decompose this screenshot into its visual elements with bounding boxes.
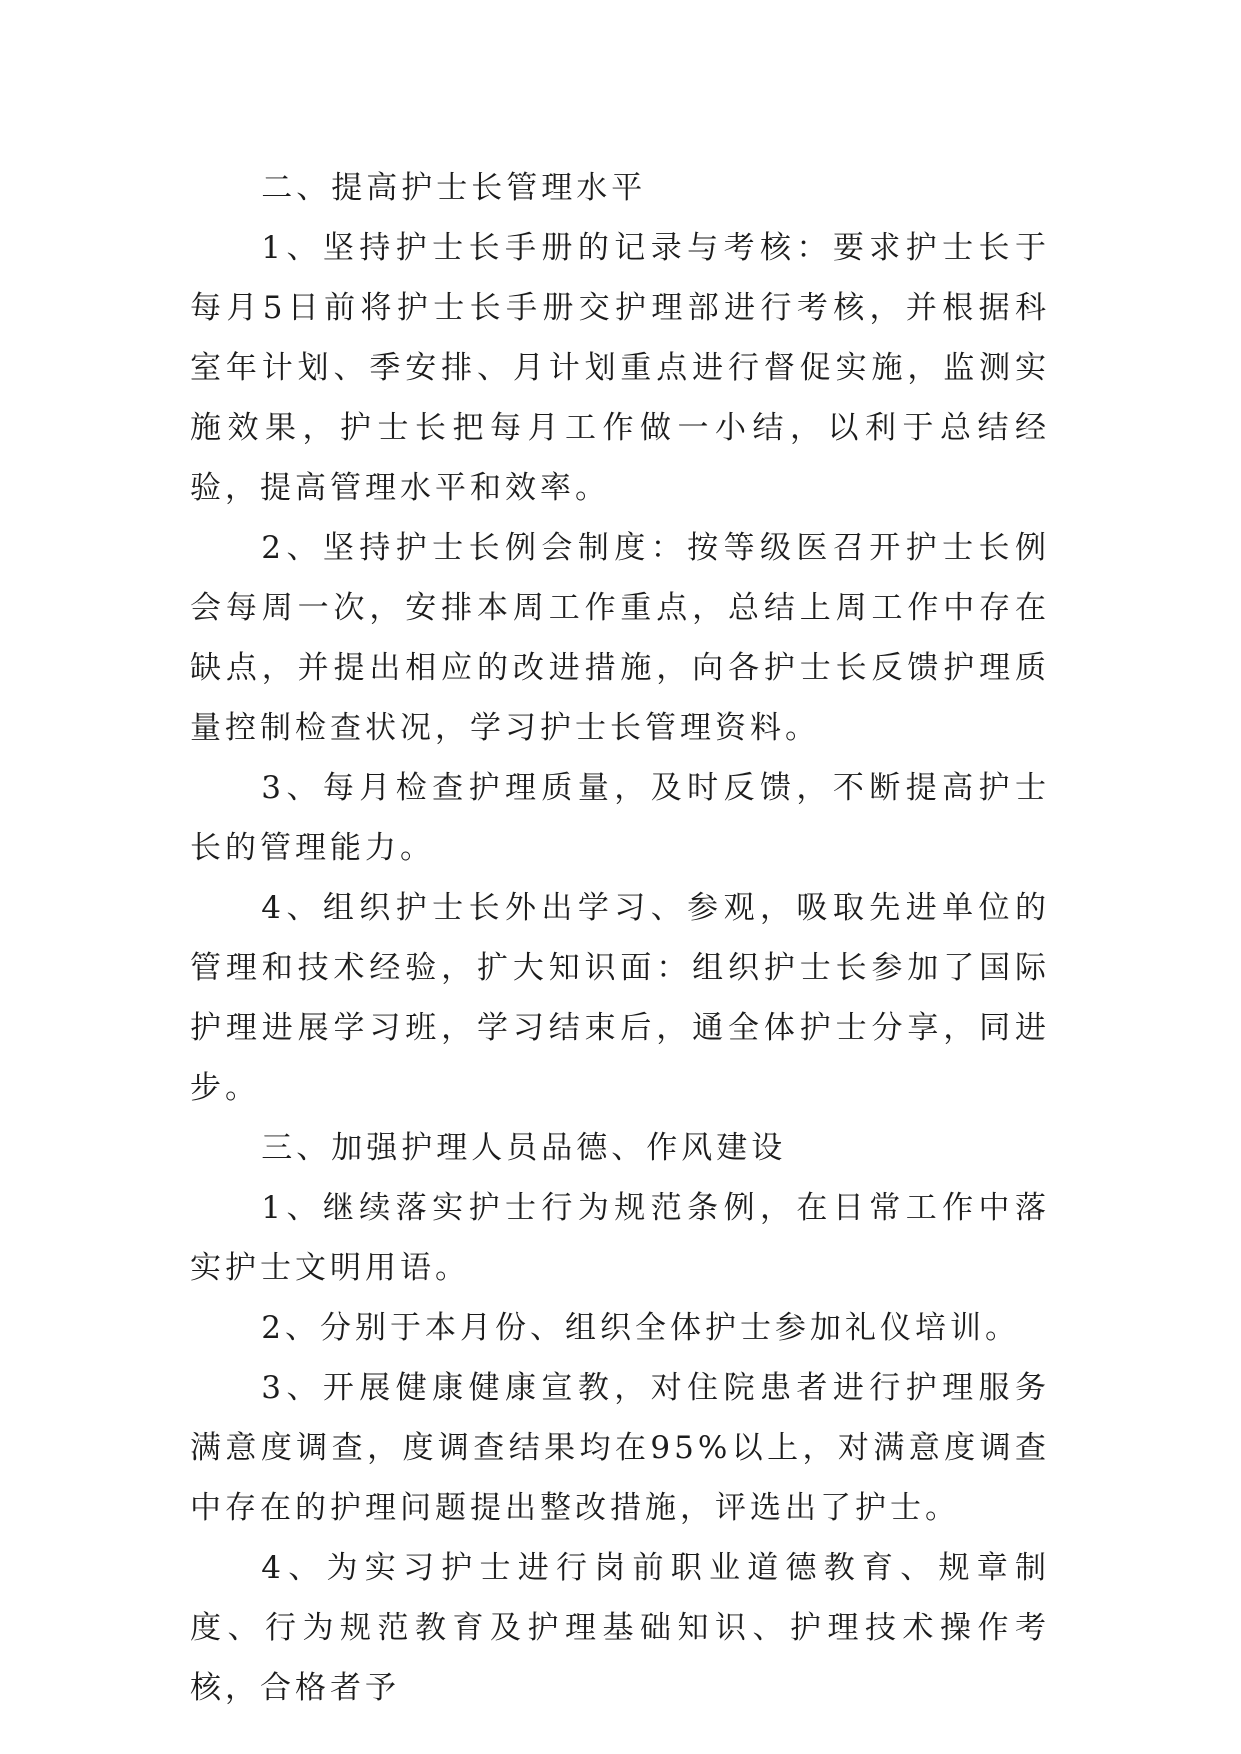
paragraph-3-4: 4、为实习护士进行岗前职业道德教育、规章制度、行为规范教育及护理基础知识、护理技术操作考核，合格者予 (190, 1550, 1050, 1706)
document-body (190, 158, 1050, 1718)
paragraph-2-2: 2、坚持护士长例会制度：按等级医召开护士长例会每周一次，安排本周工作重点，总结上周工作中存在缺点，并提出相应的改进措施，向各护士长反馈护理质量控制检查状况，学习护士长管理资料。 (190, 530, 1050, 746)
paragraph-2-1: 1、坚持护士长手册的记录与考核：要求护士长于每月5日前将护士长手册交护理部进行考核，并根据科室年计划、季安排、月计划重点进行督促实施，监测实施效果，护士长把每月工作做一小结，以利于总结经验，提高管理水平和效率。 (190, 230, 1050, 506)
paragraph-3-3: 3、开展健康健康宣教，对住院患者进行护理服务满意度调查，度调查结果均在95%以上，对满意度调查中存在的护理问题提出整改措施，评选出了护士。 (190, 1370, 1050, 1526)
paragraph-2-4: 4、组织护士长外出学习、参观，吸取先进单位的管理和技术经验，扩大知识面：组织护士长参加了国际护理进展学习班，学习结束后，通全体护士分享，同进步。 (190, 890, 1050, 1106)
paragraph-2-3: 3、每月检查护理质量，及时反馈，不断提高护士长的管理能力。 (190, 770, 1050, 866)
paragraph-3-1: 1、继续落实护士行为规范条例，在日常工作中落实护士文明用语。 (190, 1190, 1050, 1286)
section-heading-3: 三、加强护理人员品德、作风建设 (261, 1130, 787, 1166)
paragraph-3-2: 2、分别于本月份、组织全体护士参加礼仪培训。 (261, 1310, 1021, 1346)
section-heading-2: 二、提高护士长管理水平 (261, 170, 647, 206)
